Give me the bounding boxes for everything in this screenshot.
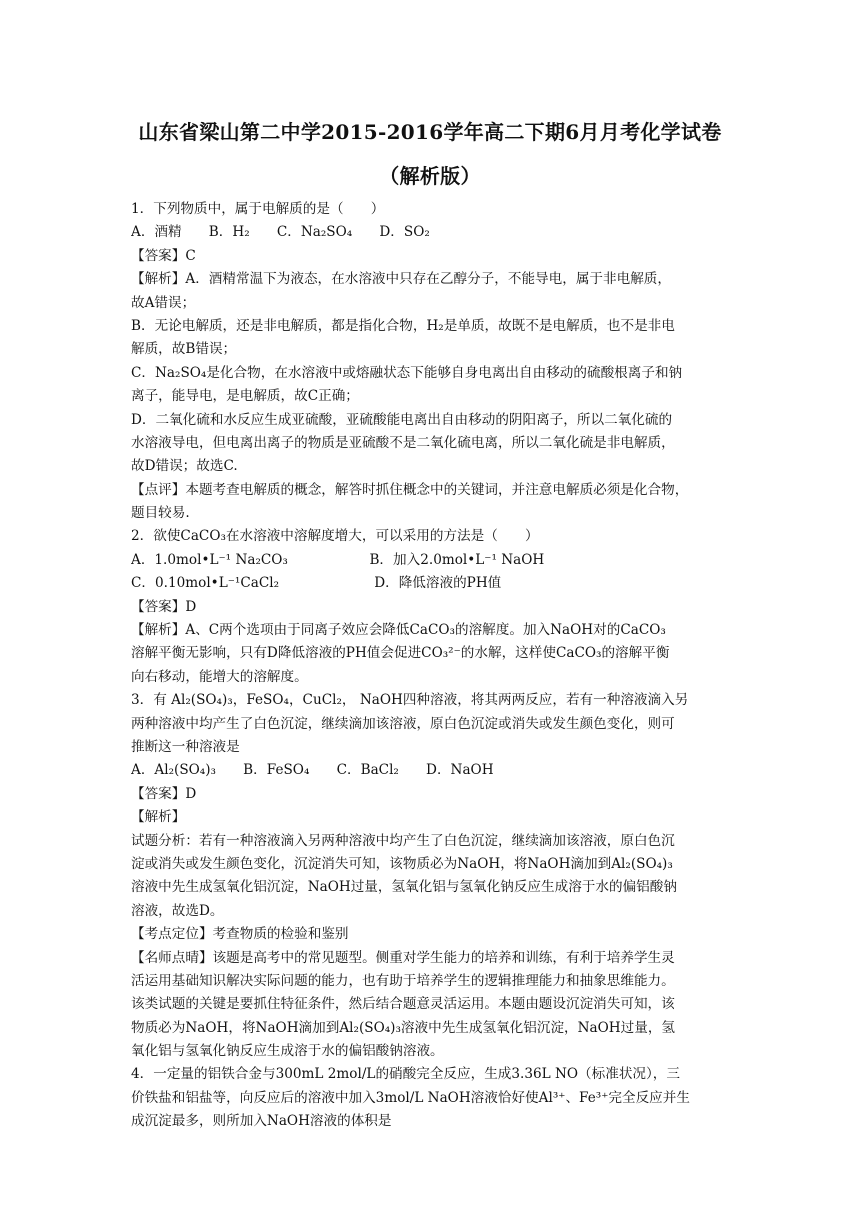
text-line: 【点评】本题考查电解质的概念，解答时抓住概念中的关键词，并注意电解质必须是化合物，: [131, 481, 689, 498]
text-line: 4．一定量的铝铁合金与300mL 2mol/L的硝酸完全反应，生成3.36L NO（标准状况），三: [131, 1066, 680, 1083]
text-line: B．无论电解质，还是非电解质，都是指化合物，H₂是单质，故既不是电解质，也不是非电: [131, 317, 675, 334]
text-line: 向右移动，能增大的溶解度。: [131, 668, 308, 685]
text-line: 成沉淀最多，则所加入NaOH溶液的体积是: [131, 1113, 392, 1130]
text-line: 【答案】D: [131, 598, 197, 615]
text-line: 【解析】: [131, 809, 186, 826]
text-line: 3．有 Al₂(SO₄)₃，FeSO₄，CuCl₂， NaOH四种溶液，将其两两反应，若有一种溶液滴入另: [131, 692, 689, 709]
text-line: 【考点定位】考查物质的检验和鉴别: [131, 926, 349, 943]
text-line: 离子，能导电，是电解质，故C正确；: [131, 388, 359, 405]
text-line: 氧化铝与氢氧化钠反应生成溶于水的偏铝酸钠溶液。: [131, 1043, 444, 1060]
document-title: 山东省梁山第二中学2015-2016学年高二下期6月月考化学试卷: [138, 120, 722, 144]
text-line: A．Al₂(SO₄)₃ B．FeSO₄ C．BaCl₂ D．NaOH: [131, 762, 494, 779]
text-line: A．1.0mol•L⁻¹ Na₂CO₃ B．加入2.0mol•L⁻¹ NaOH: [131, 551, 545, 568]
text-line: A．酒精 B．H₂ C．Na₂SO₄ D．SO₂: [131, 224, 430, 241]
text-line: 【解析】A．酒精常温下为液态，在水溶液中只存在乙醇分子，不能导电，属于非电解质，: [131, 271, 671, 288]
document-subtitle: （解析版）: [379, 164, 481, 188]
text-line: 价铁盐和铝盐等，向反应后的溶液中加入3mol/L NaOH溶液恰好使Al³⁺、Fe³⁺完全反应并生: [131, 1089, 690, 1106]
text-line: 推断这一种溶液是: [131, 738, 240, 755]
text-line: 溶解平衡无影响，只有D降低溶液的PH值会促进CO₃²⁻的水解，这样使CaCO₃的溶解平衡: [131, 645, 670, 662]
text-line: 【答案】D: [131, 785, 197, 802]
text-line: 物质必为NaOH，将NaOH滴加到Al₂(SO₄)₃溶液中先生成氢氧化铝沉淀，NaOH过量，氢: [131, 1019, 676, 1036]
text-line: 【解析】A、C两个选项由于同离子效应会降低CaCO₃的溶解度。加入NaOH对的CaCO₃: [131, 622, 666, 639]
text-line: 【名师点晴】该题是高考中的常见题型。侧重对学生能力的培养和训练，有利于培养学生灵: [131, 949, 675, 966]
text-line: 两种溶液中均产生了白色沉淀，继续滴加该溶液，原白色沉淀或消失或发生颜色变化，则可: [131, 715, 675, 732]
text-line: D．二氧化硫和水反应生成亚硫酸，亚硫酸能电离出自由移动的阴阳离子，所以二氧化硫的: [131, 411, 673, 428]
text-line: 溶液中先生成氢氧化铝沉淀，NaOH过量，氢氧化铝与氢氧化钠反应生成溶于水的偏铝酸钠: [131, 879, 677, 896]
text-line: 活运用基础知识解决实际问题的能力，也有助于培养学生的逻辑推理能力和抽象思维能力。: [131, 972, 675, 989]
text-line: 溶液，故选D。: [131, 902, 224, 919]
text-line: 2．欲使CaCO₃在水溶液中溶解度增大，可以采用的方法是（ ）: [131, 528, 539, 545]
text-line: 【答案】C: [131, 247, 196, 264]
text-line: 题目较易.: [131, 505, 190, 522]
text-line: C．0.10mol•L⁻¹CaCl₂ D．降低溶液的PH值: [131, 575, 502, 592]
text-line: C．Na₂SO₄是化合物，在水溶液中或熔融状态下能够自身电离出自由移动的硫酸根离子和钠: [131, 364, 683, 381]
text-line: 试题分析：若有一种溶液滴入另两种溶液中均产生了白色沉淀，继续滴加该溶液，原白色沉: [131, 832, 675, 849]
text-line: 淀或消失或发生颜色变化，沉淀消失可知，该物质必为NaOH，将NaOH滴加到Al₂(SO₄)₃: [131, 855, 673, 872]
text-line: 水溶液导电，但电离出离子的物质是亚硫酸不是二氧化硫电离，所以二氧化硫是非电解质，: [131, 434, 675, 451]
text-line: 1．下列物质中，属于电解质的是（ ）: [131, 201, 385, 217]
text-line: 故D错误；故选C.: [131, 458, 238, 475]
text-line: 解质，故B错误；: [131, 341, 237, 358]
text-line: 该类试题的关键是要抓住特征条件，然后结合题意灵活运用。本题由题设沉淀消失可知，该: [131, 996, 675, 1013]
text-line: 故A错误；: [131, 294, 196, 311]
document-body: [131, 198, 731, 1134]
